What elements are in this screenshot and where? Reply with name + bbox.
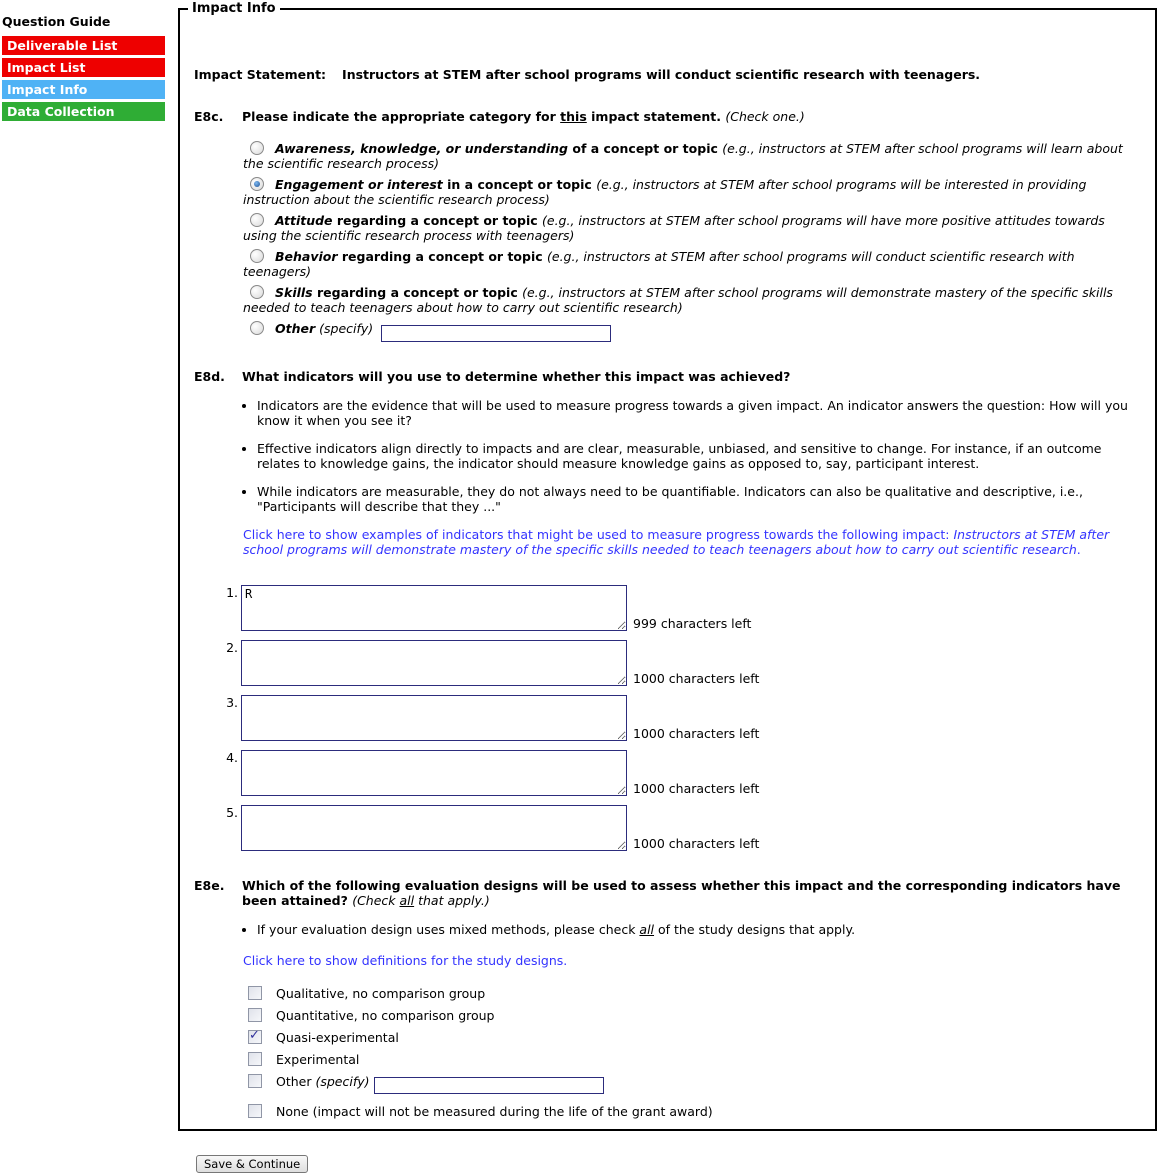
radio-awareness[interactable] (250, 141, 264, 155)
indicator-number: 5. (226, 804, 238, 820)
radio-option-attitude (243, 213, 1135, 243)
note-pre: (Check (352, 892, 400, 908)
checkbox-row-quasi-experimental (248, 1030, 1135, 1045)
question-e8e-text (242, 878, 1135, 908)
radio-option-engagement (243, 177, 1135, 207)
radio-engagement[interactable] (250, 177, 264, 191)
impact-info-panel (178, 1, 1157, 1171)
question-e8c-note: (Check one.) (725, 109, 805, 124)
study-design-definitions-linkblock (243, 953, 1135, 968)
option-lead: Other (275, 321, 316, 336)
indicator-examples-linkblock (243, 527, 1135, 557)
radio-skills[interactable] (250, 285, 264, 299)
checkbox-row-other (248, 1074, 1135, 1095)
checkbox-label: Quasi-experimental (276, 1029, 399, 1045)
indicator-examples-link[interactable] (243, 527, 1109, 557)
radio-option-awareness (243, 141, 1135, 171)
option-example: (e.g., instructors at STEM after school programs will be interested in providing instruction about the scientific research process) (243, 177, 1087, 207)
indicator-5-counter: 1000 characters left (633, 835, 760, 851)
checkbox-label: Experimental (276, 1051, 360, 1067)
checkbox-experimental[interactable] (248, 1052, 262, 1066)
bullet-item: • Effective indicators align directly to impacts and are clear, measurable, unbiased, and sensitive to change. For instance, if an outcome relates to knowledge gains, the indicator should measure knowledge gains as opposed to, say, participant interest. (257, 441, 1135, 471)
indicator-row-5 (222, 805, 1135, 851)
indicator-number: 1. (226, 584, 238, 600)
bullet-all: all (639, 921, 655, 937)
checkbox-none[interactable] (248, 1104, 262, 1118)
option-lead: Behavior (275, 249, 338, 264)
sidebar-item-label: Data Collection (7, 104, 115, 119)
sidebar-item-impact-info[interactable] (2, 80, 165, 99)
bullet-post: of the study designs that apply. (654, 921, 856, 937)
checkbox-quasi-experimental[interactable] (248, 1030, 262, 1044)
indicator-number: 4. (226, 749, 238, 765)
question-e8d (194, 369, 1135, 384)
question-e8c-pre: Please indicate the appropriate category for (242, 109, 561, 124)
question-e8d-number: E8d. (194, 368, 225, 384)
checkbox-row-none (248, 1104, 1135, 1119)
question-e8c (194, 109, 1135, 124)
option-example: (e.g., instructors at STEM after school programs will demonstrate mastery of the specific skills needed to teach teenagers about how to carry out scientific research) (243, 285, 1113, 315)
option-lead: Awareness, knowledge, or understanding (275, 141, 568, 156)
link-text: Click here to show examples of indicators that might be used to measure progress towards the following impact: (243, 526, 954, 542)
question-e8e (194, 878, 1135, 908)
indicator-5-textarea[interactable] (241, 805, 627, 851)
checkbox-label: Quantitative, no comparison group (276, 1007, 495, 1023)
question-guide-sidebar (2, 14, 165, 124)
indicator-2-counter: 1000 characters left (633, 670, 760, 686)
checkbox-row-experimental (248, 1052, 1135, 1067)
option-mid: in a concept or topic (442, 177, 597, 192)
checkbox-other[interactable] (248, 1074, 262, 1088)
option-mid: regarding a concept or topic (332, 213, 543, 228)
sidebar-item-deliverable-list[interactable] (2, 36, 165, 55)
checkbox-qualitative[interactable] (248, 986, 262, 1000)
indicator-row-3 (222, 695, 1135, 741)
radio-other[interactable] (250, 321, 264, 335)
checkbox-label: Qualitative, no comparison group (276, 985, 486, 1001)
mixed-methods-bullet (257, 922, 1135, 937)
indicator-3-textarea[interactable] (241, 695, 627, 741)
impact-statement-text: Instructors at STEM after school programs will conduct scientific research with teenagers. (342, 67, 981, 82)
section-legend: Impact Info (188, 1, 280, 16)
radio-option-behavior (243, 249, 1135, 279)
option-example: (e.g., instructors at STEM after school programs will have more positive attitudes towards using the scientific research process with teenagers) (243, 213, 1105, 243)
checkbox-row-quantitative (248, 1008, 1135, 1023)
checkbox-label: None (impact will not be measured during the life of the grant award) (276, 1104, 713, 1119)
question-e8d-text: What indicators will you use to determine whether this impact was achieved? (242, 368, 791, 384)
radio-attitude[interactable] (250, 213, 264, 227)
indicator-3-counter: 1000 characters left (633, 725, 760, 741)
note-post: that apply.) (414, 892, 490, 908)
radio-option-other (243, 321, 1135, 342)
question-e8e-number: E8e. (194, 877, 225, 893)
question-e8e-main: Which of the following evaluation designs will be used to assess whether this impact and the corresponding indicators have been attained? (242, 877, 1121, 908)
option-lead: Attitude (275, 213, 333, 228)
other-specify-input-e8c[interactable] (381, 325, 611, 342)
e8e-checkbox-list (248, 986, 1135, 1120)
indicator-1-counter: 999 characters left (633, 615, 752, 631)
indicator-2-textarea[interactable] (241, 640, 627, 686)
option-example: (e.g., instructors at STEM after school programs will learn about the scientific research process) (243, 141, 1123, 171)
question-e8c-number: E8c. (194, 109, 224, 124)
other-specify-input-e8e[interactable] (374, 1077, 604, 1094)
option-mid: regarding a concept or topic (337, 249, 548, 264)
checkbox-other-note: (specify) (315, 1073, 370, 1089)
impact-statement-label: Impact Statement: (194, 67, 327, 82)
study-design-definitions-link[interactable]: Click here to show definitions for the study designs. (243, 952, 568, 968)
e8d-bullet-list (243, 398, 1135, 514)
save-continue-button[interactable]: Save & Continue (196, 1155, 308, 1173)
question-e8e-note (352, 893, 490, 908)
indicator-fields (222, 585, 1135, 851)
button-row (196, 1155, 1135, 1173)
bullet-item: • Indicators are the evidence that will be used to measure progress towards a given impact. An indicator answers the question: How will you know it when you see it? (257, 398, 1135, 428)
question-e8c-post: impact statement. (586, 109, 726, 124)
indicator-row-1 (222, 585, 1135, 631)
checkbox-label: Other (276, 1073, 316, 1089)
question-e8c-this: this (560, 109, 587, 124)
sidebar-title: Question Guide (2, 14, 111, 29)
impact-statement-row (194, 67, 1135, 82)
link-end: . (1076, 541, 1081, 557)
note-all: all (399, 892, 415, 908)
option-mid: of a concept or topic (568, 141, 723, 156)
indicator-row-4 (222, 750, 1135, 796)
checkbox-quantitative[interactable] (248, 1008, 262, 1022)
indicator-number: 3. (226, 694, 238, 710)
sidebar-item-data-collection[interactable] (2, 102, 165, 121)
sidebar-item-impact-list[interactable] (2, 58, 165, 77)
e8c-options (243, 141, 1135, 342)
sidebar-item-label: Impact List (7, 60, 86, 75)
option-lead: Engagement or interest (275, 177, 443, 192)
option-example: (e.g., instructors at STEM after school programs will conduct scientific research with teenagers) (243, 249, 1075, 279)
sidebar-item-label: Deliverable List (7, 38, 118, 53)
indicator-row-2 (222, 640, 1135, 686)
indicator-1-textarea[interactable] (241, 585, 627, 631)
radio-behavior[interactable] (250, 249, 264, 263)
checkbox-row-qualitative (248, 986, 1135, 1001)
option-lead: Skills (275, 285, 313, 300)
indicator-number: 2. (226, 639, 238, 655)
option-note: (specify) (315, 321, 378, 336)
indicator-4-textarea[interactable] (241, 750, 627, 796)
sidebar-item-label: Impact Info (7, 82, 88, 97)
e8e-bullet-list (243, 922, 1135, 937)
link-impact-text: Instructors at STEM after school programs will demonstrate mastery of the specific skills needed to teach teenagers about how to carry out scientific research (243, 526, 1110, 557)
option-mid: regarding a concept or topic (312, 285, 523, 300)
question-e8c-text (242, 109, 1135, 124)
indicator-4-counter: 1000 characters left (633, 780, 760, 796)
bullet-pre: If your evaluation design uses mixed methods, please check (257, 921, 640, 937)
bullet-item: • While indicators are measurable, they do not always need to be quantifiable. Indicators can also be qualitative and descriptive, i.e., "Participants will describe that they ..." (257, 484, 1135, 514)
radio-option-skills (243, 285, 1135, 315)
